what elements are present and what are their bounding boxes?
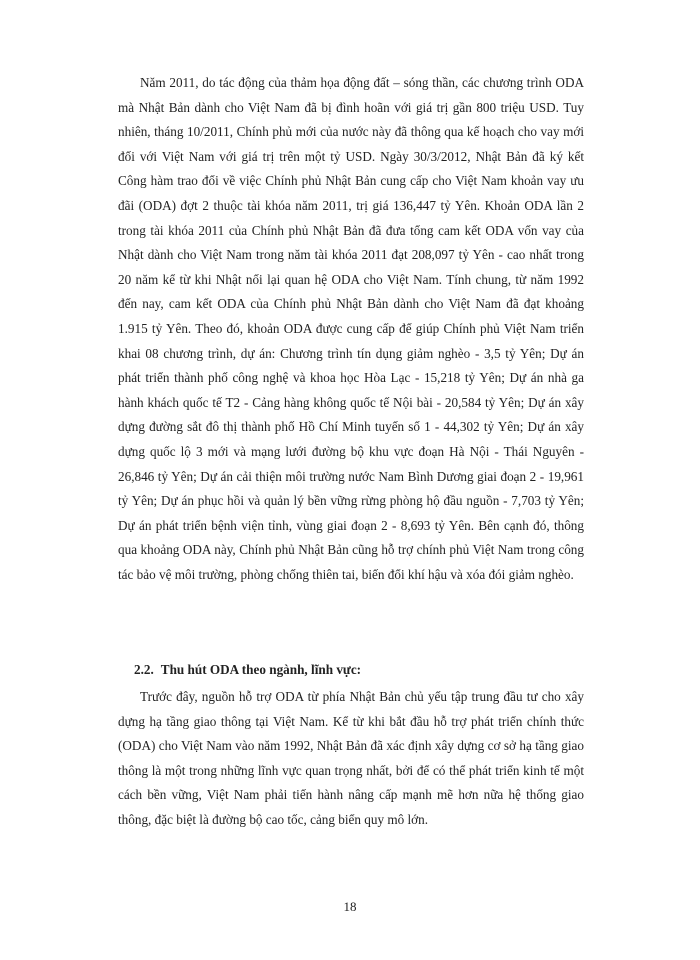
paragraph-oda-commitments: Năm 2011, do tác động của thảm họa động đất – sóng thần, các chương trình ODA mà Nhật Bản dành cho Việt Nam đã bị đình hoãn với giá trị gần 800 triệu USD. Tuy nhiên, tháng 10/2011, Chính phủ mới của nước này đã thông qua kế hoạch cho vay mới đối với Việt Nam với giá trị trên một tỷ USD. Ngày 30/3/2012, Nhật Bản đã ký kết Công hàm trao đổi về việc Chính phủ Nhật Bản cung cấp cho Việt Nam khoản vay ưu đãi (ODA) đợt 2 thuộc tài khóa năm 2011, trị giá 136,447 tỷ Yên. Khoản ODA lần 2 trong tài khóa 2011 của Chính phủ Nhật Bản đã đưa tổng cam kết ODA vốn vay của Nhật dành cho Việt Nam trong năm tài khóa 2011 đạt 208,097 tỷ Yên - cao nhất trong 20 năm kể từ khi Nhật nối lại quan hệ ODA cho Việt Nam. Tính chung, từ năm 1992 đến nay, cam kết ODA của Chính phủ Nhật Bản dành cho Việt Nam đã đạt khoảng 1.915 tỷ Yên. Theo đó, khoản ODA được cung cấp để giúp Chính phủ Việt Nam triển khai 08 chương trình, dự án: Chương trình tín dụng giảm nghèo - 3,5 tỷ Yên; Dự án phát triển thành phố công nghệ và khoa học Hòa Lạc - 15,218 tỷ Yên; Dự án nhà ga hành khách quốc tế T2 - Cảng hàng không quốc tế Nội bài - 20,584 tỷ Yên; Dự án xây dựng đường sắt đô thị thành phố Hồ Chí Minh tuyến số 1 - 44,302 tỷ Yên; Dự án xây dựng quốc lộ 3 mới và mạng lưới đường bộ khu vực đoạn Hà Nội - Thái Nguyên - 26,846 tỷ Yên; Dự án cải thiện môi trường nước Nam Bình Dương giai đoạn 2 - 19,961 tỷ Yên; Dự án phục hồi và quản lý bền vững rừng phòng hộ đầu nguồn - 7,703 tỷ Yên; Dự án phát triển bệnh viện tỉnh, vùng giai đoạn 2 - 8,693 tỷ Yên. Bên cạnh đó, thông qua khoảng ODA này, Chính phủ Nhật Bản cũng hỗ trợ chính phủ Việt Nam trong công tác bảo vệ môi trường, phòng chống thiên tai, biến đổi khí hậu và xóa đói giảm nghèo. <box>118 75 584 582</box>
section-number: 2.2. <box>134 662 154 677</box>
section-heading <box>134 660 584 680</box>
section-title: Thu hút ODA theo ngành, lĩnh vực: <box>160 662 362 677</box>
page-number: 18 <box>343 899 357 914</box>
paragraph-oda-by-sector: Trước đây, nguồn hỗ trợ ODA từ phía Nhật Bản chủ yếu tập trung đầu tư cho xây dựng hạ tầng giao thông tại Việt Nam. Kể từ khi bắt đầu hỗ trợ phát triển chính thức (ODA) cho Việt Nam vào năm 1992, Nhật Bản đã xác định xây dựng cơ sở hạ tầng giao thông là một trong những lĩnh vực quan trọng nhất, bởi để có thể phát triển kinh tế một cách bền vững, Việt Nam phải tiến hành nâng cấp mạnh mẽ hơn nữa hệ thống giao thông, đặc biệt là đường bộ cao tốc, cảng biển quy mô lớn. <box>118 689 584 827</box>
